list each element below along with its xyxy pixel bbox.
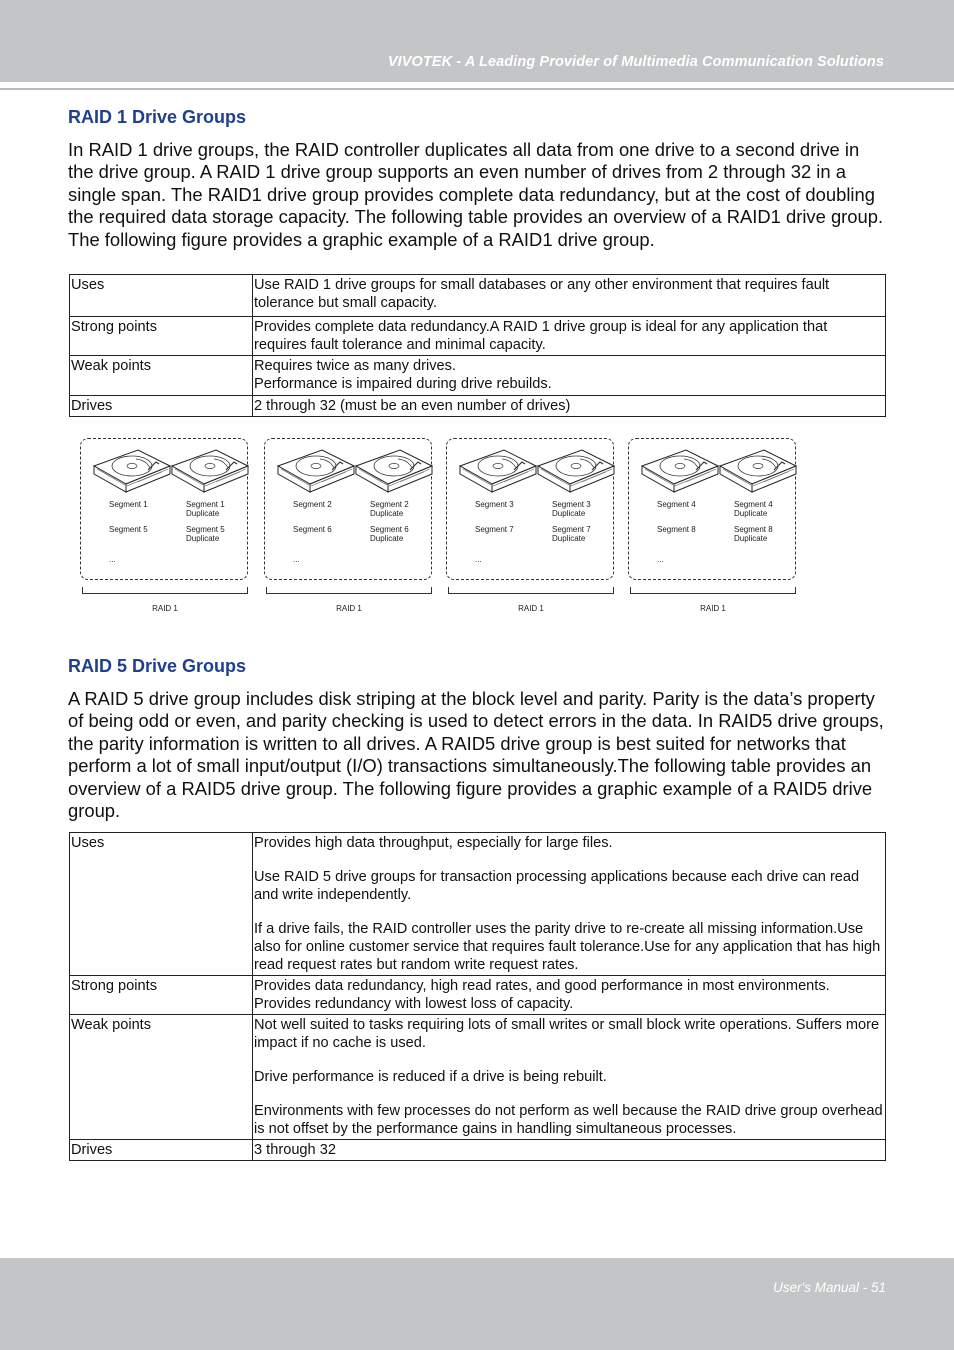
raid1-overview-table xyxy=(69,274,886,417)
segment-label: Segment 2 xyxy=(293,500,332,509)
row-value xyxy=(253,275,886,317)
duplicate-segment-label: Segment 8 xyxy=(734,525,773,534)
hard-drive-icon xyxy=(92,448,172,494)
table-row xyxy=(70,275,886,317)
row-value xyxy=(253,1140,886,1161)
raid1-diagram xyxy=(78,436,808,621)
group-bracket xyxy=(82,587,248,594)
duplicate-segment-label: Duplicate xyxy=(370,534,404,543)
raid1-group xyxy=(78,436,260,621)
row-label: Drives xyxy=(70,1140,253,1161)
row-label: Weak points xyxy=(70,1015,253,1140)
row-label: Strong points xyxy=(70,976,253,1015)
row-value xyxy=(253,976,886,1015)
group-bracket xyxy=(266,587,432,594)
row-value-line: Use RAID 5 drive groups for transaction processing applications because each drive can read and write independently. xyxy=(254,869,860,903)
duplicate-segment-label: Duplicate xyxy=(186,534,220,543)
duplicate-segment-label: Segment 7 xyxy=(552,525,591,534)
segment-label: ... xyxy=(475,555,482,564)
raid-level-label: RAID 1 xyxy=(336,604,362,613)
duplicate-segment-label: Segment 5 xyxy=(186,525,225,534)
hard-drive-icon xyxy=(276,448,356,494)
segment-label: Segment 5 xyxy=(109,525,148,534)
row-value-line: Not well suited to tasks requiring lots of small writes or small block write operations. Suffers more impact if no cache is used. xyxy=(254,1017,880,1051)
row-value-line: Provides complete data redundancy.A RAID 1 drive group is ideal for any application that requires fault tolerance and minimal capacity. xyxy=(254,319,828,353)
header-title: VIVOTEK - A Leading Provider of Multimedia Communication Solutions xyxy=(387,54,884,70)
table-row xyxy=(70,317,886,356)
duplicate-segment-label: Segment 2 xyxy=(370,500,409,509)
duplicate-segment-label: Segment 1 xyxy=(186,500,225,509)
segment-label: ... xyxy=(293,555,300,564)
duplicate-segment-label: Duplicate xyxy=(186,509,220,518)
raid-level-label: RAID 1 xyxy=(700,604,726,613)
table-row xyxy=(70,1015,886,1140)
header-divider xyxy=(0,88,954,90)
row-value-line: Provides high data throughput, especially for large files. xyxy=(254,835,613,851)
row-value xyxy=(253,356,886,396)
hard-drive-icon xyxy=(458,448,538,494)
hard-drive-duplicate-icon xyxy=(354,448,434,494)
row-value-line: 2 through 32 (must be an even number of drives) xyxy=(254,398,571,414)
row-value-line: Requires twice as many drives. xyxy=(254,358,456,374)
hard-drive-duplicate-icon xyxy=(170,448,250,494)
table-row xyxy=(70,1140,886,1161)
duplicate-segment-label: Segment 3 xyxy=(552,500,591,509)
row-value xyxy=(253,396,886,417)
table-row xyxy=(70,356,886,396)
raid-level-label: RAID 1 xyxy=(152,604,178,613)
row-value-line: Use RAID 1 drive groups for small databases or any other environment that requires fault tolerance but small capacity. xyxy=(254,277,830,311)
duplicate-segment-label: Duplicate xyxy=(370,509,404,518)
raid1-group xyxy=(626,436,808,621)
duplicate-segment-label: Segment 4 xyxy=(734,500,773,509)
row-label: Uses xyxy=(70,833,253,976)
group-bracket xyxy=(630,587,796,594)
row-value xyxy=(253,1015,886,1140)
row-value-line: Environments with few processes do not perform as well because the RAID drive group overhead is not offset by the performance gains in handling simultaneous processes. xyxy=(254,1103,883,1137)
raid5-overview-table xyxy=(69,832,886,1161)
table-row xyxy=(70,976,886,1015)
hard-drive-duplicate-icon xyxy=(718,448,798,494)
raid1-paragraph: In RAID 1 drive groups, the RAID controller duplicates all data from one drive to a second drive in the drive group. A RAID 1 drive group supports an even number of drives from 2 through 32 in a single span. The RAID1 drive group provides complete data redundancy, but at the cost of doubling the required data storage capacity. The following table provides an overview of a RAID1 drive group. The following figure provides a graphic example of a RAID1 drive group. xyxy=(68,139,884,250)
segment-label: Segment 7 xyxy=(475,525,514,534)
raid-level-label: RAID 1 xyxy=(518,604,544,613)
segment-label: Segment 3 xyxy=(475,500,514,509)
segment-label: Segment 1 xyxy=(109,500,148,509)
row-value xyxy=(253,833,886,976)
segment-label: Segment 8 xyxy=(657,525,696,534)
row-value-line: 3 through 32 xyxy=(254,1142,336,1158)
duplicate-segment-label: Duplicate xyxy=(734,509,768,518)
duplicate-segment-label: Segment 6 xyxy=(370,525,409,534)
row-label: Weak points xyxy=(70,356,253,396)
segment-label: ... xyxy=(109,555,116,564)
raid5-paragraph: A RAID 5 drive group includes disk striping at the block level and parity. Parity is the data’s property of being odd or even, and parity checking is used to detect errors in the data. In RAID5 drive groups, the parity information is written to all drives. A RAID5 drive group is best suited for networks that perform a lot of small input/output (I/O) transactions simultaneously.The following table provides an overview of a RAID5 drive group. The following figure provides a graphic example of a RAID5 drive group. xyxy=(68,688,884,822)
row-label: Drives xyxy=(70,396,253,417)
row-value-line: Performance is impaired during drive rebuilds. xyxy=(254,376,552,392)
row-value-line: Drive performance is reduced if a drive is being rebuilt. xyxy=(254,1069,607,1085)
table-row xyxy=(70,833,886,976)
table-row xyxy=(70,396,886,417)
segment-label: Segment 6 xyxy=(293,525,332,534)
hard-drive-icon xyxy=(640,448,720,494)
row-value xyxy=(253,317,886,356)
duplicate-segment-label: Duplicate xyxy=(552,509,586,518)
hard-drive-duplicate-icon xyxy=(536,448,616,494)
raid1-group xyxy=(444,436,626,621)
duplicate-segment-label: Duplicate xyxy=(734,534,768,543)
footer-band xyxy=(0,1258,954,1350)
duplicate-segment-label: Duplicate xyxy=(552,534,586,543)
raid1-group xyxy=(262,436,444,621)
raid1-heading: RAID 1 Drive Groups xyxy=(68,107,247,127)
row-label: Strong points xyxy=(70,317,253,356)
segment-label: ... xyxy=(657,555,664,564)
row-value-line: Provides data redundancy, high read rates, and good performance in most environments. Provides redundancy with lowest loss of capacity. xyxy=(254,978,830,1012)
raid5-heading: RAID 5 Drive Groups xyxy=(68,656,247,676)
row-value-line: If a drive fails, the RAID controller uses the parity drive to re-create all missing information.Use also for online customer service that requires fault tolerance.Use for any application that has high read request rates but random write request rates. xyxy=(254,921,881,973)
segment-label: Segment 4 xyxy=(657,500,696,509)
group-bracket xyxy=(448,587,614,594)
page-number: User's Manual - 51 xyxy=(773,1280,886,1295)
row-label: Uses xyxy=(70,275,253,317)
